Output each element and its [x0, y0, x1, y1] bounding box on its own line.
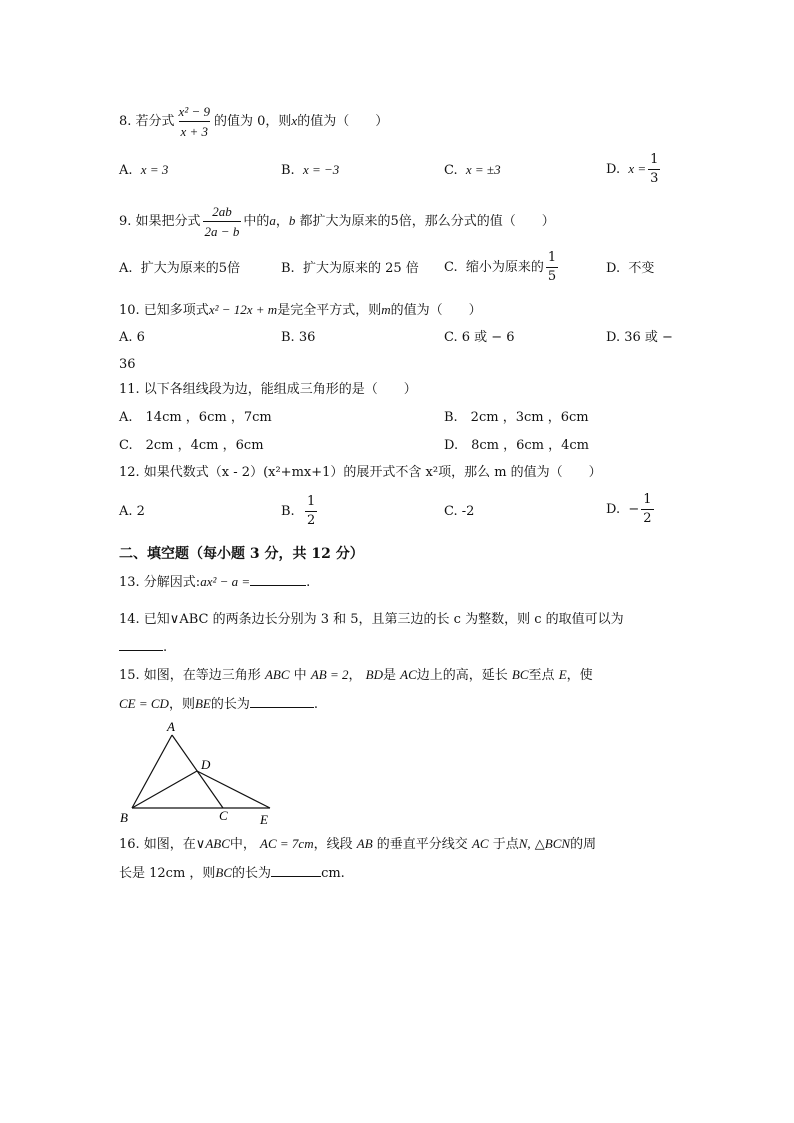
q14-answer-line [119, 638, 167, 656]
q9-fraction [203, 203, 242, 240]
q12-option-b-den: 2 [306, 513, 316, 528]
q12-option-d-den: 2 [643, 511, 652, 526]
q8-option-d-num: 1 [650, 152, 659, 167]
segment-de [197, 771, 270, 808]
q12-option-d-fraction [641, 492, 653, 527]
q10-option-d-wrap: 36 [119, 357, 136, 372]
q9-option-b-label: B. [281, 261, 295, 276]
question-13 [119, 573, 310, 591]
q8-option-a-text: x = 3 [140, 162, 169, 177]
q16-text-4: ，线段 [313, 837, 353, 852]
q9-option-a [119, 261, 240, 277]
q11-option-a: A. 14cm ，6cm ，7cm [119, 410, 272, 425]
q16-math-n: N, [518, 836, 531, 851]
q16-math-abc: ABC [205, 836, 230, 851]
q10-var: m [381, 302, 391, 317]
q9-var-a: a [269, 213, 276, 228]
question-15-line1 [119, 667, 593, 684]
q9-option-b [281, 261, 419, 277]
q10-prefix: 10. 已知多项式 [119, 303, 209, 318]
q16-text-8: 于点 [492, 837, 519, 852]
q15-text-l2-3: 的长为 [210, 697, 250, 712]
figure-label-a: A [167, 719, 175, 734]
section-2-heading: 二、填空题（每小题 3 分，共 12 分） [119, 546, 364, 562]
q15-text-8: 边上的高，延长 [416, 668, 508, 683]
q9-frac-numerator: 2ab [212, 204, 232, 219]
q8-option-d [606, 152, 662, 187]
q8-frac-denominator: x + 3 [179, 121, 211, 140]
q16-answer-blank[interactable] [271, 864, 321, 877]
q9-frac-denominator: 2a − b [203, 221, 242, 240]
q8-option-d-label: D. [606, 162, 621, 177]
q11-option-b: B. 2cm ，3cm ，6cm [444, 410, 589, 425]
q16-text-2: 中， [229, 837, 256, 852]
q15-math-ac: AC [400, 667, 417, 682]
q8-option-c [444, 162, 501, 179]
q10-option-c: C. 6 或 − 6 [444, 330, 515, 345]
q15-text-10: 至点 [528, 668, 555, 683]
q15-text-l2-1: ，则 [168, 697, 195, 712]
q9-mid1: 中的 [243, 214, 270, 229]
figure-label-e: E [260, 812, 268, 827]
q16-text-6: 的垂直平分线交 [376, 837, 468, 852]
q12-option-d [606, 492, 656, 527]
q16-math-ac: AC [471, 836, 489, 851]
q9-suffix: 都扩大为原来的5倍，那么分式的值（ ） [295, 214, 555, 229]
q16-math-ab: AB [356, 836, 373, 851]
q9-option-c-text: 缩小为原来的 [465, 260, 544, 275]
q8-option-d-text: x = [628, 161, 647, 176]
q12-option-d-num: 1 [643, 492, 652, 507]
question-12: 12. 如果代数式（x - 2）(x²+mx+1）的展开式不含 x²项，那么 m 的值为（ ） [119, 465, 602, 480]
q8-option-d-den: 3 [650, 171, 659, 186]
q12-option-a: A. 2 [119, 504, 145, 519]
q9-option-b-text: 扩大为原来的 25 倍 [302, 261, 419, 276]
q11-option-d: D. 8cm ，6cm ，4cm [444, 438, 589, 453]
q15-text-l2-4: . [313, 697, 319, 712]
figure-label-b: B [120, 810, 128, 825]
q12-option-c: C. -2 [444, 504, 475, 519]
q8-frac-numerator: x² − 9 [178, 104, 210, 119]
question-8 [119, 103, 388, 140]
q9-option-c-label: C. [444, 260, 458, 275]
q15-answer-blank[interactable] [250, 695, 314, 708]
q9-option-d [606, 261, 654, 277]
question-16-line1 [119, 836, 596, 853]
q10-option-b: B. 36 [281, 330, 316, 345]
q10-mid: 是完全平方式，则 [277, 303, 382, 318]
q9-option-c-num: 1 [547, 250, 557, 265]
q16-math-bcn: BCN [544, 836, 571, 851]
q15-math-bd: BD [365, 667, 383, 682]
q9-option-a-label: A. [119, 261, 133, 276]
question-14: 14. 已知∨ABC 的两条边长分别为 3 和 5，且第三边的长 c 为整数，则 c 的取值可以为 [119, 612, 624, 627]
q8-option-b [281, 162, 339, 179]
q15-math-ce: CE = CD [119, 696, 169, 711]
q13-expr: ax² − a = [200, 574, 251, 589]
q13-answer-blank[interactable] [250, 573, 306, 586]
q8-option-b-text: x = −3 [302, 162, 340, 177]
q15-math-e: E [558, 667, 567, 682]
q8-fraction [177, 103, 212, 140]
figure-label-d: D [201, 757, 211, 772]
q8-option-c-text: x = ±3 [465, 162, 501, 177]
q8-var: x [291, 113, 298, 128]
question-10 [119, 302, 482, 319]
q14-answer-blank[interactable] [119, 638, 163, 651]
q8-mid: 的值为 0，则 [214, 114, 292, 129]
q9-option-d-text: 不变 [628, 261, 655, 276]
q15-triangle-figure [115, 718, 280, 828]
q8-option-a [119, 162, 168, 179]
question-11: 11. 以下各组线段为边，能组成三角形的是（ ） [119, 382, 417, 397]
q16-text-10: △ [534, 837, 545, 852]
q16-text-12: 的周 [570, 837, 597, 852]
q9-option-d-label: D. [606, 261, 621, 276]
q15-text-4: ， [348, 668, 362, 683]
q9-option-c-fraction [546, 250, 558, 285]
q15-math-be: BE [194, 696, 211, 711]
q10-option-d: D. 36 或 − [606, 330, 673, 345]
q15-math-ab: AB = 2 [310, 667, 349, 682]
q15-text-6: 是 [382, 668, 396, 683]
q15-math-abc: ABC [264, 667, 290, 682]
figure-label-c: C [219, 808, 228, 823]
q13-prefix: 13. 分解因式: [119, 575, 201, 590]
q12-option-b-fraction [305, 494, 317, 529]
q13-suffix: . [306, 575, 311, 590]
q11-option-c: C. 2cm ，4cm ，6cm [119, 438, 264, 453]
q15-text-2: 中 [293, 668, 307, 683]
q16-text-l2-0: 长是 12cm ，则 [119, 866, 216, 881]
q15-math-bc: BC [511, 667, 529, 682]
q9-option-c-den: 5 [547, 269, 557, 284]
q9-var-b: b [288, 213, 296, 228]
q12-option-b-num: 1 [306, 494, 316, 509]
question-15-line2 [119, 695, 318, 713]
q8-option-d-fraction [648, 152, 660, 187]
q16-math-ac-length: AC = 7cm [260, 836, 314, 851]
q15-text-0: 15. 如图，在等边三角形 [119, 668, 261, 683]
q12-option-b-label: B. [281, 504, 295, 519]
q8-option-b-label: B. [281, 163, 295, 178]
q8-option-a-label: A. [119, 163, 133, 178]
question-9 [119, 203, 555, 240]
q16-text-0: 16. 如图，在∨ [119, 837, 206, 852]
q9-prefix: 9. 如果把分式 [119, 214, 201, 229]
question-16-line2 [119, 864, 345, 882]
q8-prefix: 8. 若分式 [119, 114, 175, 129]
q10-expr: x² − 12x + m [208, 302, 278, 317]
q8-option-c-label: C. [444, 163, 458, 178]
q14-suffix: . [163, 640, 168, 655]
q10-suffix: 的值为（ ） [390, 303, 482, 318]
q15-text-12: ，使 [566, 668, 593, 683]
q16-math-bc: BC [215, 865, 233, 880]
q16-text-l2-3: cm. [321, 866, 345, 881]
q12-option-d-sign: − [628, 502, 640, 517]
q9-option-a-text: 扩大为原来的5倍 [140, 261, 241, 276]
q8-suffix: 的值为（ ） [297, 114, 389, 129]
q9-option-c [444, 250, 560, 285]
q9-mid2: ， [275, 214, 289, 229]
q12-option-b [281, 494, 319, 529]
q10-option-a: A. 6 [119, 330, 145, 345]
q16-text-l2-2: 的长为 [232, 866, 272, 881]
q12-option-d-label: D. [606, 502, 621, 517]
